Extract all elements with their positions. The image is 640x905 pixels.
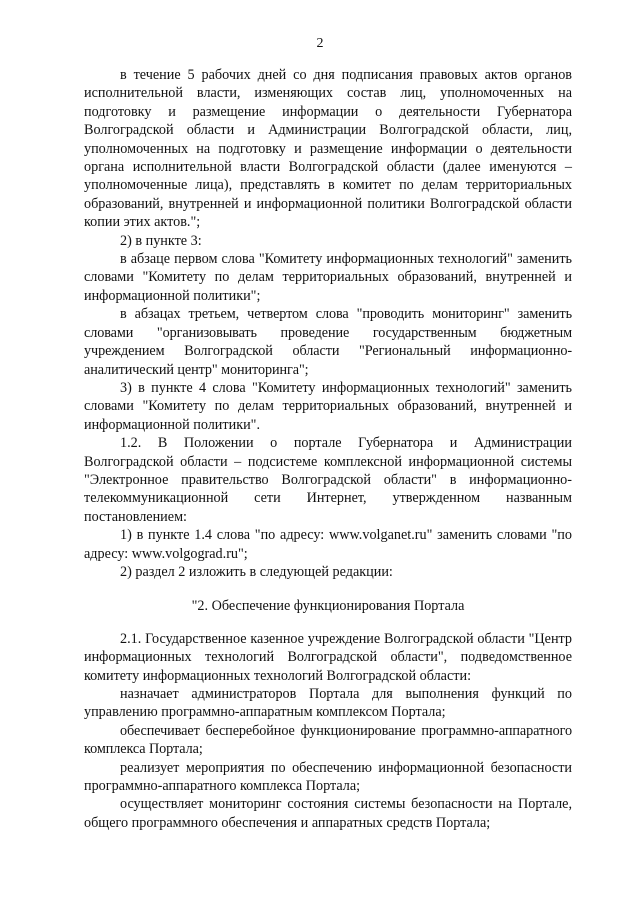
paragraph-security-monitoring: осуществляет мониторинг состояния системы безопасности на Портале, общего программного обеспечения и аппаратных средств Портала;: [84, 796, 572, 831]
paragraph-item-2-point-3: 2) в пункте 3:: [120, 232, 202, 249]
paragraph-reporting-deadline: в течение 5 рабочих дней со дня подписания правовых актов органов исполнительной власти, изменяющих состав лиц, уполномоченных на подготовку и размещение информации о деятельности Губернатора Волгоградской области и Администрации Волгоградской области, лиц, уполномоченных на подготовку и размещение информации о деятельности органа исполнительной власти Волгоградской области (далее именуются – уполномоченные лица), представлять в комитет по делам территориальных образований, внутренней и информационной политики Волгоградской области копии этих актов.";: [84, 67, 572, 231]
paragraph-information-security: реализует мероприятия по обеспечению информационной безопасности программно-аппаратного комплекса Портала;: [84, 759, 572, 795]
paragraph-first-abzac-replacement: в абзаце первом слова "Комитету информационных технологий" заменить словами "Комитету по делам территориальных образований, внутренней и информационной политики";: [84, 251, 572, 304]
document-body: [84, 66, 572, 832]
paragraph-1-2-portal-regulation: 1.2. В Положении о портале Губернатора и Администрации Волгоградской области – подсистеме комплексной информационной системы "Электронное правительство Волгоградской области" в информационно-телекоммуникационной сети Интернет, утвержденном названным постановлением:: [84, 435, 572, 525]
paragraph-address-replacement: 1) в пункте 1.4 слова "по адресу: www.volganet.ru" заменить словами "по адресу: www.volgograd.ru";: [84, 527, 572, 562]
paragraph-item-3-point-4: 3) в пункте 4 слова "Комитету информационных технологий" заменить словами "Комитету по делам территориальных образований, внутренней и информационной политики".: [84, 379, 572, 433]
paragraph-monitoring-replacement: в абзацах третьем, четвертом слова "проводить мониторинг" заменить словами "организовывать проведение государственным бюджетным учреждением Волгоградской области "Региональный информационно-аналитический центр" мониторинга";: [84, 306, 572, 378]
section-heading: "2. Обеспечение функционирования Портала: [191, 598, 465, 615]
paragraph-appoints-administrators: назначает администраторов Портала для выполнения функций по управлению программно-аппаратным комплексом Портала;: [84, 686, 572, 721]
paragraph-2-1-institution: 2.1. Государственное казенное учреждение Волгоградской области "Центр информационных технологий Волгоградской области", подведомственное комитету информационных технологий Волгоградской области:: [84, 630, 572, 684]
page-number: 2: [316, 36, 324, 51]
paragraph-section-2-new-edition: 2) раздел 2 изложить в следующей редакции:: [120, 563, 393, 580]
paragraph-ensures-operation: обеспечивает бесперебойное функционирование программно-аппаратного комплекса Портала;: [84, 722, 572, 758]
